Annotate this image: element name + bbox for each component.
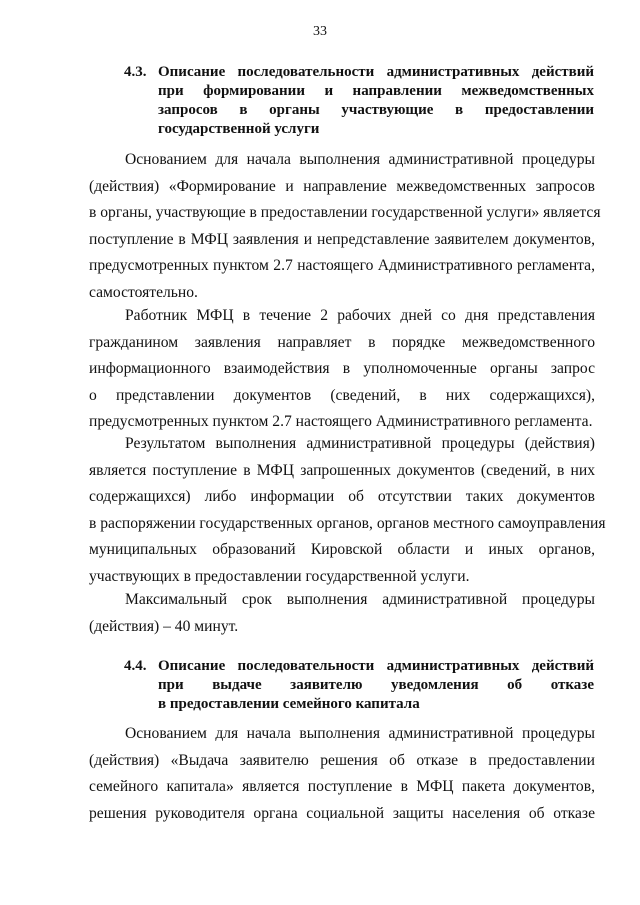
text-line: Основанием для начала выполнения административной процедуры [125,725,595,742]
text-line: содержащихся) либо информации об отсутствии таких документов [89,488,595,505]
text-line: решения руководителя органа социальной защиты населения об отказе [89,804,595,822]
paragraph-basis-4-4 [89,721,595,827]
section-number: 4.3. [124,64,147,80]
text-line: о представлении документов (сведений, в них содержащихся), [89,386,595,404]
text-line: предусмотренных пунктом 2.7 настоящего Административного регламента. [89,413,593,430]
text-line: в распоряжении государственных органов, органов местного самоуправления [89,514,606,532]
text-line: (действия) «Выдача заявителю решения об отказе в предоставлении [89,751,595,769]
text-line: информационного взаимодействия в уполномоченные органы запрос [89,360,595,377]
heading-line: Описание последовательности административных действий [158,658,594,674]
paragraph-mfc-worker [89,303,595,436]
heading-line: запросов в органы участвующие в предоставлении [158,102,594,118]
text-line: (действия) «Формирование и направление межведомственных запросов [89,177,595,195]
text-line: участвующих в предоставлении государственной услуги. [89,567,470,585]
text-line: муниципальных образований Кировской области и иных органов, [89,541,595,558]
text-line: Основанием для начала выполнения административной процедуры [125,151,595,168]
text-line: является поступление в МФЦ запрошенных документов (сведений, в них [89,461,595,479]
text-line: поступление в МФЦ заявления и непредставление заявителем документов, [89,230,595,248]
section-number: 4.4. [124,658,147,674]
heading-line: при формировании и направлении межведомственных [158,83,594,99]
text-line: гражданином заявления направляет в порядке межведомственного [89,333,595,351]
page-number: 33 [313,24,327,39]
paragraph-basis-4-3 [89,147,601,306]
text-line: Работник МФЦ в течение 2 рабочих дней со дня представления [125,307,595,324]
text-line: (действия) – 40 минут. [89,617,239,635]
heading-line: при выдаче заявителю уведомления об отказе [158,677,594,693]
heading-line: Описание последовательности административных действий [158,64,594,80]
paragraph-max-time [89,587,595,640]
text-line: семейного капитала» является поступление в МФЦ пакета документов, [89,778,595,795]
heading-line: государственной услуги [158,121,320,137]
section-4-3-heading [124,63,594,139]
text-line: предусмотренных пунктом 2.7 настоящего Административного регламента, [89,257,595,274]
section-4-4-heading [124,657,594,714]
paragraph-result [89,431,606,590]
text-line: самостоятельно. [89,283,198,301]
text-line: в органы, участвующие в предоставлении государственной услуги» является [89,204,601,221]
heading-line: в предоставлении семейного капитала [158,696,420,712]
text-line: Результатом выполнения административной процедуры (действия) [125,435,595,452]
text-line: Максимальный срок выполнения административной процедуры [125,591,595,608]
